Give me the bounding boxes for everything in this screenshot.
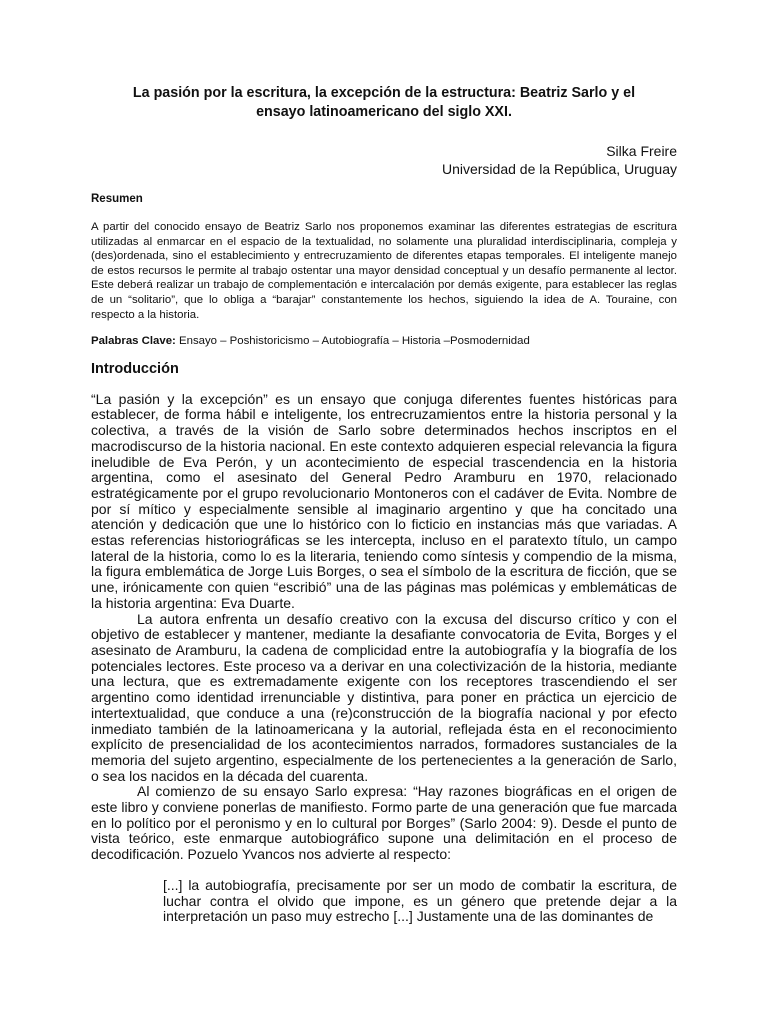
title-line-2: ensayo latinoamericano del siglo XXI.: [256, 104, 512, 120]
keywords-line: [91, 334, 677, 349]
author-name: Silka Freire: [606, 143, 677, 159]
body-paragraph-3: Al comienzo de su ensayo Sarlo expresa: “Hay razones biográficas en el origen de este libro y conviene ponerlas de manifiesto. Formo parte de una generación que fue marcada en lo político por el peronismo y en lo cultural por Borges” (Sarlo 2004: 9). Desde el punto de vista teórico, este enmarque autobiográfico supone una delimitación en el proceso de decodificación. Pozuelo Yvancos nos advierte al respecto:: [91, 783, 677, 863]
keywords-label: Palabras Clave:: [91, 335, 176, 348]
title-line-1: La pasión por la escritura, la excepción de la estructura: Beatriz Sarlo y el: [132, 85, 636, 101]
abstract-text: A partir del conocido ensayo de Beatriz Sarlo nos proponemos examinar las diferentes estrategias de escritura utilizadas al enmarcar en el espacio de la textualidad, no solamente una pluralidad interdisciplinaria, compleja y (des)ordenada, sino el establecimiento y entrecruzamiento de diferentes etapas temporales. El inteligente manejo de estos recursos le permite al trabajo ostentar una mayor densidad conceptual y un desafío permanente al lector. Este deberá realizar un trabajo de complementación e intercalación por demás exigente, para establecer las reglas de un “solitario”, que lo obliga a “barajar” constantemente los hechos, siguiendo la idea de A. Touraine, con respecto a la historia.: [91, 221, 677, 321]
keywords-text: Ensayo – Poshistoricismo – Autobiografía – Historia –Posmodernidad: [175, 335, 530, 348]
author-block: [91, 142, 677, 178]
author-affiliation: Universidad de la República, Uruguay: [441, 161, 677, 177]
resumen-heading: Resumen: [91, 193, 143, 205]
body-paragraph-2: La autora enfrenta un desafío creativo con la excusa del discurso crítico y con el objetivo de establecer y mantener, mediante la desafiante convocatoria de Evita, Borges y el asesinato de Aramburu, la cadena de complicidad entre la autobiografía y la biografía de los potenciales lectores. Este proceso va a derivar en una colectivización de la historia, mediante una lectura, que es extremadamente exigente con los receptores trascendiendo el ser argentino como identidad irrenunciable y distintiva, para poner en práctica un ejercicio de intertextualidad, que conduce a una (re)construcción de la biografía nacional y por efecto inmediato también de la latinoamericana y la autorial, reflejada ésta en el reconocimiento explícito de presencialidad de los acontecimientos narrados, formadores sustanciales de la memoria del sujeto argentino, especialmente de los pertenecientes a la generación de Sarlo, o sea los nacidos en la década del cuarenta.: [91, 610, 677, 784]
body-paragraph-1: “La pasión y la excepción” es un ensayo que conjuga diferentes fuentes históricas para establecer, de forma hábil e inteligente, los entrecruzamientos entre la historia personal y la colectiva, a través de la visión de Sarlo sobre determinados hechos inscriptos en el macrodiscurso de la historia nacional. En este contexto adquieren especial relevancia la figura ineludible de Eva Perón, y un acontecimiento de especial trascendencia en la historia argentina, como el asesinato del General Pedro Aramburu en 1970, relacionado estratégicamente por el grupo revolucionario Montoneros con el cadáver de Evita. Nombre de por sí mítico y especialmente sensible al imaginario argentino y que ha concitado una atención y dedicación que une lo histórico con lo ficticio en instancias más que variadas. A estas referencias historiográficas se les intercepta, incluso en el paratexto título, un campo lateral de la historia, como lo es la literaria, teniendo como síntesis y compendio de la misma, la figura emblemática de Jorge Luis Borges, o sea el símbolo de la escritura de ficción, que se une, irónicamente con quien “escribió” una de las páginas mas polémicas y emblemáticas de la historia argentina: Eva Duarte.: [91, 390, 677, 611]
section-heading-introduccion: Introducción: [91, 360, 179, 377]
paper-title: [91, 84, 677, 122]
block-quote: [...] la autobiografía, precisamente por ser un modo de combatir la escritura, de luchar contra el olvido que impone, es un género que pretende dejar a la interpretación un paso muy estrecho [...] Justamente una de las dominantes de: [163, 876, 677, 925]
